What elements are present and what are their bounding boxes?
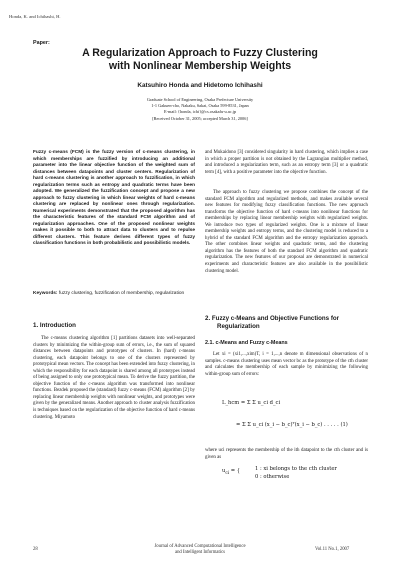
equation-1-line-2: = Σ Σ u_ci (x_i − b_c)ᵀ(x_i − b_c) . . . . . (1)	[236, 422, 348, 428]
section-2-1-heading: 2.1. c-Means and Fuzzy c-Means	[205, 340, 288, 346]
right-paragraph-2-text: The approach to fuzzy clustering we propose combines the concept of the standard FCM algorithm and regularized methods, and makes available several new features for modifying fuzzy classification functions. The new approach transforms the objective function of hard c-means into nonlinear functions for memberships by replacing linear membership weights with regularized weights. We introduce two types of regularized weights. One is a mixture of linear membership weights and entropy terms, and the clustering model is reduced to a hybrid of the standard FCM algorithm and the entropy regularization approach. The other combines linear weights and quadratic terms, and the clustering algorithm has the features of both the standard FCM algorithm and quadratic regularization. The new features of our proposal are demonstrated in numerical experiments and characteristic features are also available in the possibilistic clustering model.	[205, 190, 368, 274]
section-2-1-text	[205, 352, 368, 378]
section-2-heading-line-1: 2. Fuzzy c-Means and Objective Functions for	[205, 315, 340, 322]
right-paragraph-1: and Mukaidono [3] considered singularity in hard clustering, which implies a case in which a proper partition is not obtained by the Lagrangian multiplier method, and introduced a regularization term, such as an entropy term [3] or a quadratic term [4], with a positive parameter into the objective function.	[205, 150, 368, 175]
keywords-text: fuzzy clustering, fuzzification of membership, regularization	[58, 291, 185, 296]
membership-case-open: $u_{ci}$ = {	[222, 468, 241, 477]
paper-title	[40, 47, 360, 73]
volume-info: Vol.11 No.1, 2007	[315, 547, 350, 552]
equation-1-line-1: L_hcm = Σ Σ u_ci d_ci	[222, 400, 281, 406]
journal-name	[140, 544, 260, 556]
after-equation-text: where uci represents the membership of the ith datapoint to the cth cluster and is given as	[205, 448, 368, 460]
paper-label: Paper:	[33, 40, 50, 46]
running-head: Honda, K. and Ichihashi, H.	[9, 14, 61, 19]
section-1-heading: 1. Introduction	[33, 322, 76, 329]
section-2-heading-line-2: Regularization	[217, 323, 260, 330]
keywords-label: Keywords:	[33, 291, 58, 296]
right-paragraph-2	[205, 190, 368, 275]
membership-case-0: 0 : otherwise	[255, 474, 290, 480]
affiliation-email: E-mail: {honda, ichi}@cs.osakafu-u.ac.jp	[163, 109, 237, 115]
section-2-1-paragraph: Let xi = (xi1,...,xim)T, i = 1,...,n denote m dimensional observations of n samples. c-means clustering uses mean vector bc as the prototype of the cth cluster and calculates the membership of each sample by minimizing the following within-group sum of errors:	[205, 352, 368, 377]
received-date: [Received October 31, 2005; accepted March 31, 2006]	[152, 115, 248, 121]
affiliation	[60, 97, 340, 122]
keywords	[33, 291, 195, 298]
affiliation-line-1: Graduate School of Engineering, Osaka Prefecture University	[146, 97, 254, 102]
membership-case-1: 1 : xi belongs to the cth cluster	[255, 466, 337, 472]
introduction-text	[33, 336, 195, 421]
journal-name-line-2: and Intelligent Informatics	[175, 549, 225, 555]
section-2-heading	[205, 315, 339, 331]
introduction-paragraph: The c-means clustering algorithm [1] partitions datasets into well-separated clusters by minimizing the within-group sum of errors, i.e., the sum of squared distances between datapoints and prototypes of clusters. In (hard) c-means clustering, each datapoint belongs to one of the clusters represented by prototypical mean vectors. The concept has been extended into fuzzy clustering, in which the responsibility for each datapoint is shared among all prototypes instead of being assigned to only one prototypical mean. To derive the fuzzy partition, the objective function of the c-means algorithm was transformed into nonlinear functions. Bezdek proposed the (standard) fuzzy c-means (FCM) algorithm [2] by replacing linear membership weights with nonlinear weights, and prototypes were given by the generalized means. Another approach to cluster analysis fuzzification is techniques based on the regularization of the objective function of hard c-means clustering. Miyamoto	[33, 336, 195, 420]
page-number: 28	[33, 547, 38, 552]
authors: Katsuhiro Honda and Hidetomo Ichihashi	[137, 82, 263, 89]
abstract: Fuzzy c-means (FCM) is the fuzzy version of c-means clustering, in which memberships are fuzzified by introducing an additional parameter into the linear objective function of the weighted sum of distances between datapoints and cluster centers. Regularization of hard c-means clustering is another approach to fuzzification, in which regularization terms such as entropy and quadratic terms have been adopted. We generalized the fuzzification concept and propose a new approach to fuzzy clustering in which linear weights of hard c-means clustering are replaced by nonlinear ones through regularization. Numerical experiments demonstrated that the proposed algorithm has the characteristic features of the standard FCM algorithm and of regularization approaches. One of the proposed nonlinear weights makes it possible to both to attract data to clusters and to repulse different clusters. This feature derives different types of fuzzy classification functions in both probabilistic and possibilistic models.	[33, 150, 195, 246]
title-line-2: with Nonlinear Membership Weights	[108, 60, 292, 72]
affiliation-line-2: 1-1 Gakuen-cho, Nakaku, Sakai, Osaka 599-8531, Japan	[151, 103, 249, 109]
journal-name-line-1: Journal of Advanced Computational Intelligence	[154, 544, 246, 549]
title-line-1: A Regularization Approach to Fuzzy Clustering	[82, 47, 318, 59]
